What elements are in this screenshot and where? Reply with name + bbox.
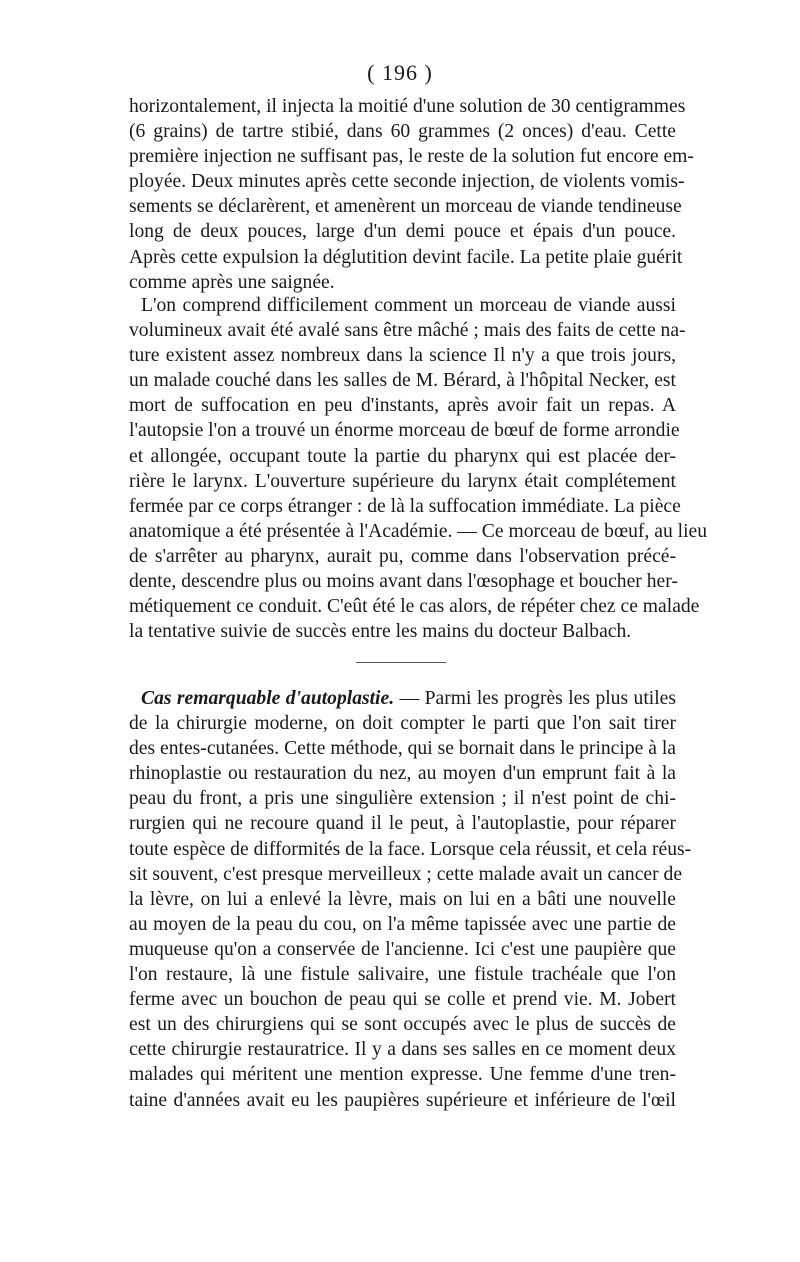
text-line: rurgien qui ne recoure quand il le peut, à l'autoplastie, pour réparer [129,813,676,835]
text-line: dente, descendre plus ou moins avant dans l'œsophage et boucher her- [129,571,678,593]
text-line: l'on restaure, là une fistule salivaire, une fistule trachéale que l'on [129,964,676,986]
text-line: cette chirurgie restauratrice. Il y a dans ses salles en ce moment deux [129,1039,676,1061]
text-line: malades qui méritent une mention expresse. Une femme d'une tren- [129,1064,676,1086]
text-line: rhinoplastie ou restauration du nez, au moyen d'un emprunt fait à la [129,763,676,785]
text-line: l'autopsie l'on a trouvé un énorme morceau de bœuf de forme arrondie [129,420,680,442]
text-line: est un des chirurgiens qui se sont occupés avec le plus de succès de [129,1014,676,1036]
text-line: au moyen de la peau du cou, on l'a même tapissée avec une partie de [129,913,676,935]
section-heading: Cas remarquable d'autoplastie. [141,688,395,709]
text-line: toute espèce de difformités de la face. Lorsque cela réussit, et cela réus- [129,838,692,860]
text-line: muqueuse qu'on a conservée de l'ancienne. Ici c'est une paupière que [129,938,676,960]
text-line: métiquement ce conduit. C'eût été le cas alors, de répéter chez ce malade [129,596,700,618]
text-line: fermée par ce corps étranger : de là la suffocation immédiate. La pièce [129,495,681,517]
text-line: comme après une saignée. [129,271,335,293]
text-line: un malade couché dans les salles de M. Bérard, à l'hôpital Necker, est [129,370,676,392]
text-line: ployée. Deux minutes après cette seconde injection, de violents vomis- [129,171,685,193]
text-line: des entes-cutanées. Cette méthode, qui se bornait dans le principe à la [129,738,676,760]
text-line: de la chirurgie moderne, on doit compter le parti que l'on sait tirer [129,713,676,735]
text-line: L'on comprend difficilement comment un morceau de viande aussi [141,295,676,316]
text-line: volumineux avait été avalé sans être mâché ; mais des faits de cette na- [129,320,686,342]
text-line: ferme avec un bouchon de peau qui se colle et prend vie. M. Jobert [129,989,676,1011]
text-line: sements se déclarèrent, et amenèrent un morceau de viande tendineuse [129,196,682,218]
heading-line-rest: — Parmi les progrès les plus utiles [399,688,676,709]
text-line: Après cette expulsion la déglutition devint facile. La petite plaie guérit [129,246,683,268]
text-line: mort de suffocation en peu d'instants, après avoir fait un repas. A [129,395,676,417]
text-line: (6 grains) de tartre stibié, dans 60 grammes (2 onces) d'eau. Cette [129,121,676,143]
text-line: ture existent assez nombreux dans la science Il n'y a que trois jours, [129,345,676,367]
text-line: et allongée, occupant toute la partie du pharynx qui est placée der- [129,445,676,467]
text-line: première injection ne suffisant pas, le reste de la solution fut encore em- [129,146,694,168]
paragraph-meat-morsel [129,293,708,644]
text-line-heading [129,686,676,711]
text-line: de s'arrêter au pharynx, aurait pu, comme dans l'observation précé- [129,545,676,567]
text-line: rière le larynx. L'ouverture supérieure du larynx était complétement [129,470,676,492]
section-separator [356,662,446,663]
text-line: taine d'années avait eu les paupières supérieure et inférieure de l'œil [129,1089,676,1111]
paragraph-injection-case [129,94,694,295]
text-line: horizontalement, il injecta la moitié d'une solution de 30 centigrammes [129,96,686,117]
text-line: anatomique a été présentée à l'Académie. — Ce morceau de bœuf, au lieu [129,520,708,542]
text-line: la lèvre, on lui a enlevé la lèvre, mais on lui en a bâti une nouvelle [129,888,676,910]
text-line: peau du front, a pris une singulière extension ; il n'est point de chi- [129,788,676,810]
page-number: ( 196 ) [367,60,433,85]
paragraph-autoplasty [129,686,692,1113]
text-line: sit souvent, c'est presque merveilleux ; cette malade avait un cancer de [129,863,683,885]
text-line: la tentative suivie de succès entre les mains du docteur Balbach. [129,621,632,643]
text-line: long de deux pouces, large d'un demi pouce et épais d'un pouce. [129,221,676,243]
